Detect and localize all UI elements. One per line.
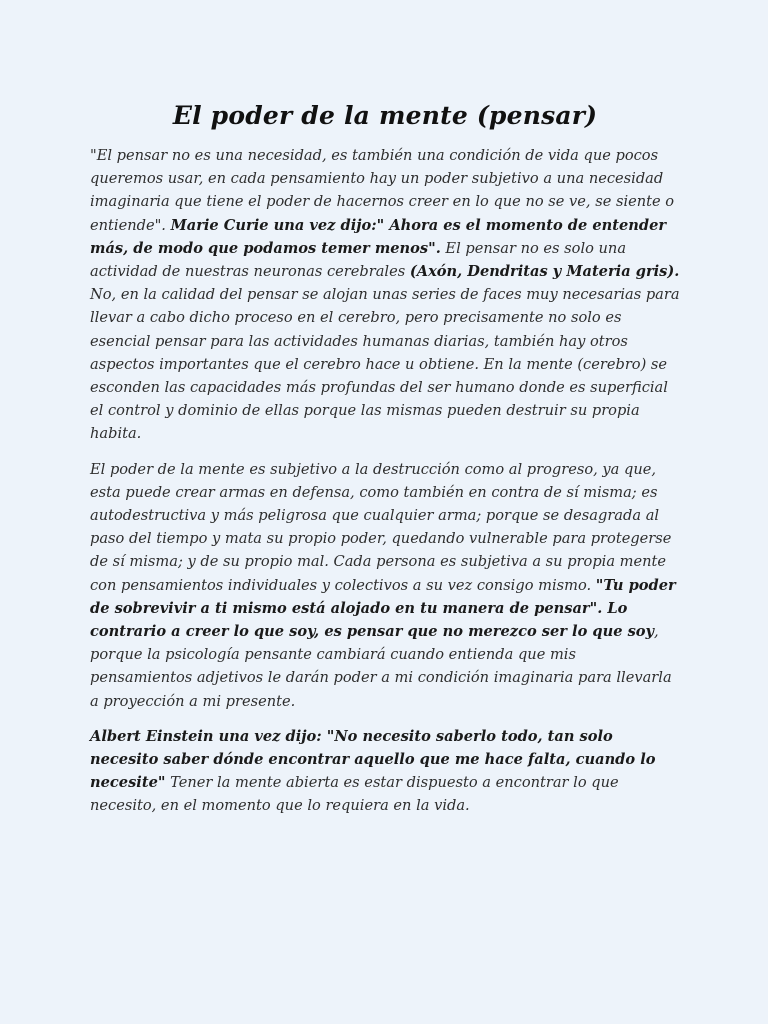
paragraph-1-text-1: "El pensar no es una necesidad, es también una condición de vida que pocos queremos usar, en cada pensamiento hay un poder subjetivo a una necesidad imaginaria que tiene el poder de hacernos creer en lo que no se ve, se siente o entiende". xyxy=(90,147,675,234)
paragraph-2-bold-quote: "Tu poder de sobrevivir a ti mismo está alojado en tu manera de pensar". Lo contrario a creer lo que soy, es pensar que no merezco ser lo que soy xyxy=(90,576,676,641)
paragraph-1-bold-neurons: (Axón, Dendritas y Materia gris). xyxy=(409,263,680,281)
paragraph-2-text-1: El poder de la mente es subjetivo a la destrucción como al progreso, ya que, esta puede crear armas en defensa, como también en contra de sí misma; es autodestructiva y más peligrosa que cualquier arma; porque se desagrada al paso del tiempo y mata su propio poder, quedando vulnerable para protegerse de sí misma; y de su propio mal. Cada persona es subjetiva a su propia mente con pensamientos individuales y colectivos a su vez consigo mismo. xyxy=(90,460,672,594)
paragraph-1-text-2: El pensar no es solo una actividad de nuestras neuronas cerebrales xyxy=(90,239,627,281)
paragraph-1-text-3: No, en la calidad del pensar se alojan unas series de faces muy necesarias para llevar a cabo dicho proceso en el cerebro, pero precisamente no solo es esencial pensar para las actividades humanas diarias, también hay otros aspectos importantes que el cerebro hace u obtiene. En la mente (cerebro) se esconden las capacidades más profundas del ser humano donde es superficial el control y dominio de ellas porque las mismas pueden destruir su propia habita. xyxy=(90,286,680,443)
paragraph-2-text-2: , porque la psicología pensante cambiará cuando entienda que mis pensamientos adjetivos le darán poder a mi condición imaginaria para llevarla a proyección a mi presente. xyxy=(90,623,672,710)
paragraph-3-text-1: Tener la mente abierta es estar dispuesto a encontrar lo que necesito, en el momento que lo requiera en la vida. xyxy=(90,774,619,815)
paragraph-1-quote-marie-curie: Marie Curie una vez dijo:" Ahora es el momento de entender más, de modo que podamos temer menos". xyxy=(90,216,667,257)
document-title: El poder de la mente (pensar) xyxy=(172,101,598,130)
paragraph-3-quote-einstein: Albert Einstein una vez dijo: "No necesito saberlo todo, tan solo necesito saber dónde encontrar aquello que me hace falta, cuando lo necesite" xyxy=(90,727,656,792)
paragraph-2 xyxy=(90,458,680,713)
paragraph-1 xyxy=(90,144,680,446)
paragraph-3 xyxy=(90,725,680,818)
